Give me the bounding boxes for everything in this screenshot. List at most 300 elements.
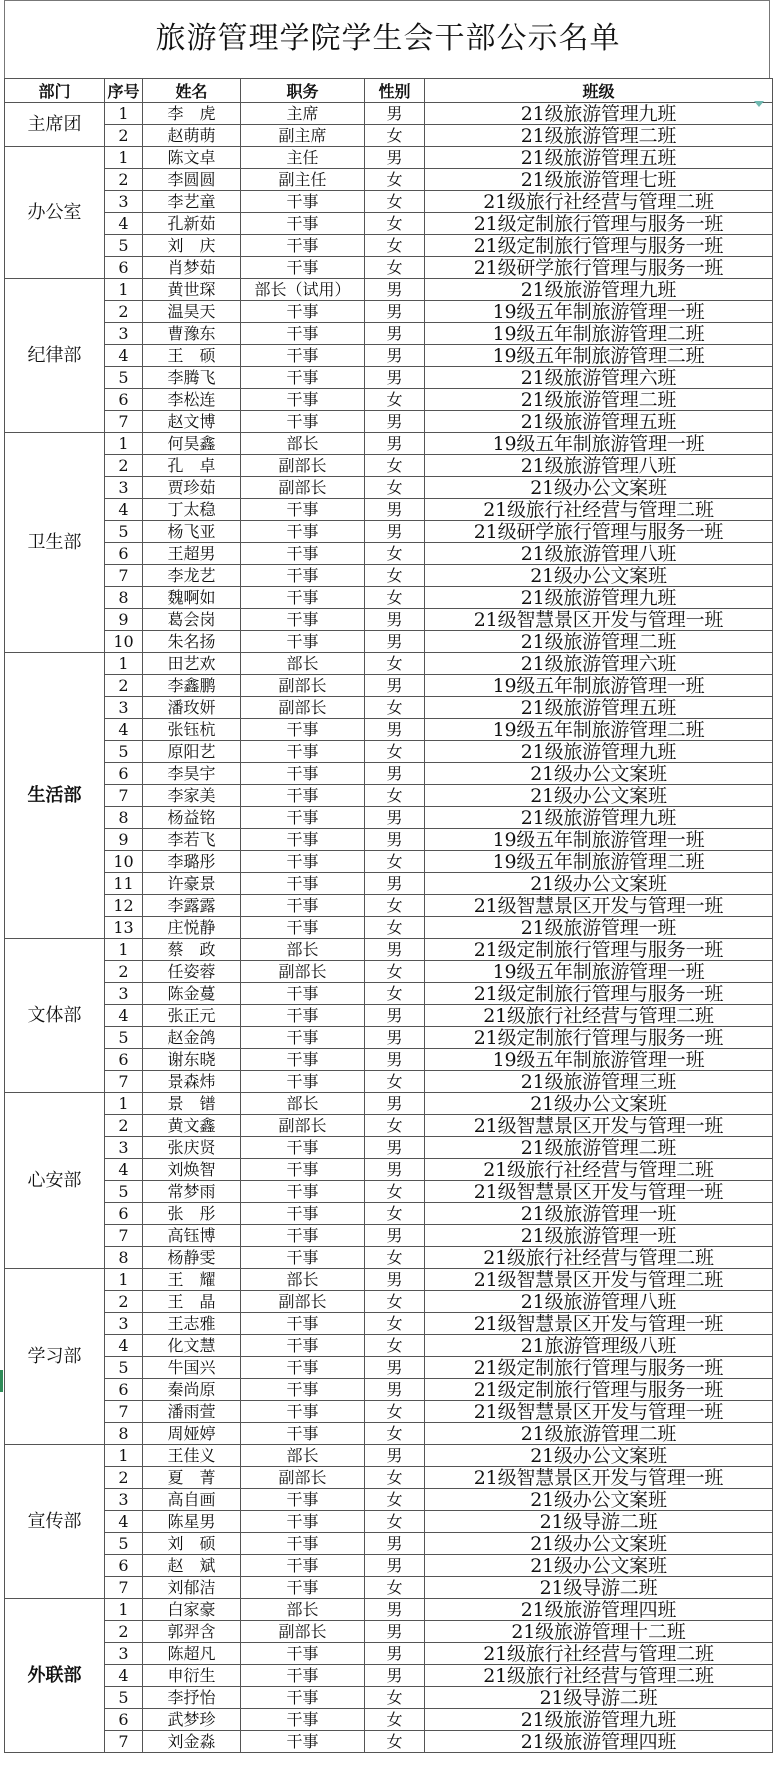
- class-cell[interactable]: 21级旅游管理八班: [425, 455, 773, 477]
- name-cell[interactable]: 郭羿含: [143, 1621, 241, 1643]
- class-cell[interactable]: 21级旅游管理二班: [425, 389, 773, 411]
- class-cell[interactable]: 21级旅游管理二班: [425, 125, 773, 147]
- dept-cell[interactable]: 生活部: [5, 653, 105, 939]
- seq-cell[interactable]: 7: [105, 1731, 143, 1753]
- gender-cell[interactable]: 男: [365, 103, 425, 125]
- seq-cell[interactable]: 4: [105, 1335, 143, 1357]
- seq-cell[interactable]: 7: [105, 1401, 143, 1423]
- class-cell[interactable]: 21级旅游管理二班: [425, 631, 773, 653]
- name-cell[interactable]: 李露露: [143, 895, 241, 917]
- class-cell[interactable]: 21级旅游管理五班: [425, 411, 773, 433]
- role-cell[interactable]: 干事: [241, 829, 365, 851]
- seq-cell[interactable]: 6: [105, 763, 143, 785]
- seq-cell[interactable]: 4: [105, 213, 143, 235]
- gender-cell[interactable]: 男: [365, 1049, 425, 1071]
- role-cell[interactable]: 副部长: [241, 1115, 365, 1137]
- name-cell[interactable]: 赵萌萌: [143, 125, 241, 147]
- name-cell[interactable]: 陈星男: [143, 1511, 241, 1533]
- name-cell[interactable]: 李鑫鹏: [143, 675, 241, 697]
- class-cell[interactable]: 21级智慧景区开发与管理一班: [425, 609, 773, 631]
- role-cell[interactable]: 干事: [241, 763, 365, 785]
- seq-cell[interactable]: 6: [105, 1203, 143, 1225]
- seq-cell[interactable]: 5: [105, 1181, 143, 1203]
- gender-cell[interactable]: 男: [365, 521, 425, 543]
- name-cell[interactable]: 景 镨: [143, 1093, 241, 1115]
- seq-cell[interactable]: 2: [105, 961, 143, 983]
- seq-cell[interactable]: 2: [105, 675, 143, 697]
- role-cell[interactable]: 部长: [241, 433, 365, 455]
- class-cell[interactable]: 21级智慧景区开发与管理一班: [425, 1313, 773, 1335]
- name-cell[interactable]: 杨飞亚: [143, 521, 241, 543]
- gender-cell[interactable]: 男: [365, 1093, 425, 1115]
- seq-cell[interactable]: 2: [105, 455, 143, 477]
- gender-cell[interactable]: 男: [365, 1357, 425, 1379]
- seq-cell[interactable]: 7: [105, 565, 143, 587]
- name-cell[interactable]: 李璐彤: [143, 851, 241, 873]
- gender-cell[interactable]: 女: [365, 1115, 425, 1137]
- seq-cell[interactable]: 13: [105, 917, 143, 939]
- seq-cell[interactable]: 5: [105, 521, 143, 543]
- gender-cell[interactable]: 女: [365, 1511, 425, 1533]
- role-cell[interactable]: 干事: [241, 1379, 365, 1401]
- role-cell[interactable]: 副部长: [241, 961, 365, 983]
- role-cell[interactable]: 部长: [241, 939, 365, 961]
- seq-cell[interactable]: 3: [105, 1137, 143, 1159]
- gender-cell[interactable]: 女: [365, 477, 425, 499]
- class-cell[interactable]: 21级办公文案班: [425, 477, 773, 499]
- name-cell[interactable]: 夏 菁: [143, 1467, 241, 1489]
- name-cell[interactable]: 李 虎: [143, 103, 241, 125]
- seq-cell[interactable]: 4: [105, 1511, 143, 1533]
- seq-cell[interactable]: 7: [105, 785, 143, 807]
- class-cell[interactable]: 21级旅游管理四班: [425, 1731, 773, 1753]
- class-cell[interactable]: 21级旅行社经营与管理二班: [425, 1665, 773, 1687]
- role-cell[interactable]: 干事: [241, 1511, 365, 1533]
- name-cell[interactable]: 蔡 政: [143, 939, 241, 961]
- role-cell[interactable]: 干事: [241, 1027, 365, 1049]
- class-cell[interactable]: 21级智慧景区开发与管理二班: [425, 1269, 773, 1291]
- class-cell[interactable]: 21级旅游管理九班: [425, 587, 773, 609]
- gender-cell[interactable]: 女: [365, 785, 425, 807]
- name-cell[interactable]: 李若飞: [143, 829, 241, 851]
- seq-cell[interactable]: 3: [105, 477, 143, 499]
- name-cell[interactable]: 李艺童: [143, 191, 241, 213]
- role-cell[interactable]: 干事: [241, 1357, 365, 1379]
- name-cell[interactable]: 王志雅: [143, 1313, 241, 1335]
- seq-cell[interactable]: 8: [105, 807, 143, 829]
- name-cell[interactable]: 周娅婷: [143, 1423, 241, 1445]
- role-cell[interactable]: 干事: [241, 345, 365, 367]
- gender-cell[interactable]: 男: [365, 829, 425, 851]
- gender-cell[interactable]: 女: [365, 1335, 425, 1357]
- name-cell[interactable]: 何昊鑫: [143, 433, 241, 455]
- seq-cell[interactable]: 2: [105, 1115, 143, 1137]
- seq-cell[interactable]: 4: [105, 1665, 143, 1687]
- seq-cell[interactable]: 6: [105, 257, 143, 279]
- role-cell[interactable]: 干事: [241, 191, 365, 213]
- class-cell[interactable]: 21级旅游管理四班: [425, 1599, 773, 1621]
- class-cell[interactable]: 19级五年制旅游管理一班: [425, 433, 773, 455]
- seq-cell[interactable]: 3: [105, 1489, 143, 1511]
- role-cell[interactable]: 副部长: [241, 697, 365, 719]
- dept-cell[interactable]: 文体部: [5, 939, 105, 1093]
- gender-cell[interactable]: 女: [365, 1203, 425, 1225]
- gender-cell[interactable]: 女: [365, 697, 425, 719]
- role-cell[interactable]: 干事: [241, 323, 365, 345]
- seq-cell[interactable]: 3: [105, 697, 143, 719]
- gender-cell[interactable]: 女: [365, 653, 425, 675]
- gender-cell[interactable]: 女: [365, 1071, 425, 1093]
- gender-cell[interactable]: 男: [365, 1665, 425, 1687]
- seq-cell[interactable]: 6: [105, 1049, 143, 1071]
- class-cell[interactable]: 21级办公文案班: [425, 565, 773, 587]
- seq-cell[interactable]: 7: [105, 1577, 143, 1599]
- gender-cell[interactable]: 女: [365, 983, 425, 1005]
- gender-cell[interactable]: 男: [365, 279, 425, 301]
- header-gender[interactable]: 性别: [365, 79, 425, 103]
- role-cell[interactable]: 主任: [241, 147, 365, 169]
- seq-cell[interactable]: 3: [105, 191, 143, 213]
- name-cell[interactable]: 原阳艺: [143, 741, 241, 763]
- class-cell[interactable]: 21级定制旅行管理与服务一班: [425, 235, 773, 257]
- role-cell[interactable]: 干事: [241, 807, 365, 829]
- role-cell[interactable]: 干事: [241, 543, 365, 565]
- dept-cell[interactable]: 宣传部: [5, 1445, 105, 1599]
- class-cell[interactable]: 21级智慧景区开发与管理一班: [425, 1401, 773, 1423]
- name-cell[interactable]: 温昊天: [143, 301, 241, 323]
- name-cell[interactable]: 常梦雨: [143, 1181, 241, 1203]
- class-cell[interactable]: 19级五年制旅游管理二班: [425, 345, 773, 367]
- role-cell[interactable]: 干事: [241, 1049, 365, 1071]
- class-cell[interactable]: 21级旅游管理六班: [425, 367, 773, 389]
- seq-cell[interactable]: 2: [105, 1291, 143, 1313]
- dept-cell[interactable]: 学习部: [5, 1269, 105, 1445]
- seq-cell[interactable]: 11: [105, 873, 143, 895]
- name-cell[interactable]: 赵文博: [143, 411, 241, 433]
- gender-cell[interactable]: 男: [365, 675, 425, 697]
- gender-cell[interactable]: 女: [365, 961, 425, 983]
- header-class[interactable]: 班级: [425, 79, 773, 103]
- name-cell[interactable]: 杨静雯: [143, 1247, 241, 1269]
- role-cell[interactable]: 干事: [241, 851, 365, 873]
- role-cell[interactable]: 干事: [241, 1203, 365, 1225]
- name-cell[interactable]: 陈文卓: [143, 147, 241, 169]
- class-cell[interactable]: 21级旅行社经营与管理二班: [425, 191, 773, 213]
- class-cell[interactable]: 21级旅游管理六班: [425, 653, 773, 675]
- name-cell[interactable]: 李龙艺: [143, 565, 241, 587]
- role-cell[interactable]: 副主席: [241, 125, 365, 147]
- gender-cell[interactable]: 女: [365, 543, 425, 565]
- seq-cell[interactable]: 5: [105, 741, 143, 763]
- role-cell[interactable]: 副部长: [241, 1291, 365, 1313]
- dept-cell[interactable]: 主席团: [5, 103, 105, 147]
- name-cell[interactable]: 刘 庆: [143, 235, 241, 257]
- class-cell[interactable]: 21级旅游管理五班: [425, 697, 773, 719]
- gender-cell[interactable]: 女: [365, 1709, 425, 1731]
- name-cell[interactable]: 朱名扬: [143, 631, 241, 653]
- name-cell[interactable]: 李腾飞: [143, 367, 241, 389]
- gender-cell[interactable]: 男: [365, 609, 425, 631]
- role-cell[interactable]: 干事: [241, 785, 365, 807]
- class-cell[interactable]: 21级办公文案班: [425, 1445, 773, 1467]
- class-cell[interactable]: 21级定制旅行管理与服务一班: [425, 213, 773, 235]
- class-cell[interactable]: 21级旅游管理一班: [425, 917, 773, 939]
- name-cell[interactable]: 李昊宇: [143, 763, 241, 785]
- seq-cell[interactable]: 4: [105, 1159, 143, 1181]
- gender-cell[interactable]: 女: [365, 191, 425, 213]
- gender-cell[interactable]: 男: [365, 1555, 425, 1577]
- class-cell[interactable]: 19级五年制旅游管理二班: [425, 323, 773, 345]
- class-cell[interactable]: 21级旅游管理九班: [425, 103, 773, 125]
- class-cell[interactable]: 21级旅行社经营与管理二班: [425, 1005, 773, 1027]
- name-cell[interactable]: 张正元: [143, 1005, 241, 1027]
- name-cell[interactable]: 张钰杭: [143, 719, 241, 741]
- gender-cell[interactable]: 女: [365, 1423, 425, 1445]
- gender-cell[interactable]: 男: [365, 1621, 425, 1643]
- class-cell[interactable]: 21级定制旅行管理与服务一班: [425, 1357, 773, 1379]
- class-cell[interactable]: 21级定制旅行管理与服务一班: [425, 1027, 773, 1049]
- class-cell[interactable]: 21级旅行社经营与管理二班: [425, 1643, 773, 1665]
- class-cell[interactable]: 21旅游管理级八班: [425, 1335, 773, 1357]
- seq-cell[interactable]: 2: [105, 169, 143, 191]
- role-cell[interactable]: 干事: [241, 411, 365, 433]
- gender-cell[interactable]: 女: [365, 917, 425, 939]
- class-cell[interactable]: 19级五年制旅游管理二班: [425, 719, 773, 741]
- seq-cell[interactable]: 1: [105, 939, 143, 961]
- name-cell[interactable]: 贾珍茹: [143, 477, 241, 499]
- class-cell[interactable]: 21级旅游管理三班: [425, 1071, 773, 1093]
- name-cell[interactable]: 许豪景: [143, 873, 241, 895]
- name-cell[interactable]: 王佳义: [143, 1445, 241, 1467]
- name-cell[interactable]: 刘郁洁: [143, 1577, 241, 1599]
- name-cell[interactable]: 魏啊如: [143, 587, 241, 609]
- name-cell[interactable]: 李家美: [143, 785, 241, 807]
- header-name[interactable]: 姓名: [143, 79, 241, 103]
- gender-cell[interactable]: 女: [365, 235, 425, 257]
- seq-cell[interactable]: 10: [105, 851, 143, 873]
- role-cell[interactable]: 干事: [241, 1643, 365, 1665]
- gender-cell[interactable]: 男: [365, 301, 425, 323]
- seq-cell[interactable]: 5: [105, 1533, 143, 1555]
- seq-cell[interactable]: 1: [105, 147, 143, 169]
- name-cell[interactable]: 牛国兴: [143, 1357, 241, 1379]
- header-dept[interactable]: 部门: [5, 79, 105, 103]
- role-cell[interactable]: 干事: [241, 873, 365, 895]
- role-cell[interactable]: 干事: [241, 1577, 365, 1599]
- role-cell[interactable]: 副部长: [241, 477, 365, 499]
- role-cell[interactable]: 干事: [241, 1709, 365, 1731]
- class-cell[interactable]: 19级五年制旅游管理二班: [425, 851, 773, 873]
- class-cell[interactable]: 21级旅行社经营与管理二班: [425, 1247, 773, 1269]
- class-cell[interactable]: 21级旅游管理八班: [425, 1291, 773, 1313]
- seq-cell[interactable]: 6: [105, 389, 143, 411]
- gender-cell[interactable]: 男: [365, 1533, 425, 1555]
- role-cell[interactable]: 副主任: [241, 169, 365, 191]
- role-cell[interactable]: 干事: [241, 389, 365, 411]
- role-cell[interactable]: 干事: [241, 1489, 365, 1511]
- seq-cell[interactable]: 7: [105, 1225, 143, 1247]
- seq-cell[interactable]: 5: [105, 1687, 143, 1709]
- gender-cell[interactable]: 女: [365, 125, 425, 147]
- role-cell[interactable]: 部长: [241, 653, 365, 675]
- name-cell[interactable]: 李抒怡: [143, 1687, 241, 1709]
- name-cell[interactable]: 王超男: [143, 543, 241, 565]
- gender-cell[interactable]: 男: [365, 1027, 425, 1049]
- role-cell[interactable]: 干事: [241, 301, 365, 323]
- role-cell[interactable]: 副部长: [241, 675, 365, 697]
- seq-cell[interactable]: 8: [105, 587, 143, 609]
- gender-cell[interactable]: 男: [365, 367, 425, 389]
- seq-cell[interactable]: 1: [105, 103, 143, 125]
- name-cell[interactable]: 陈超凡: [143, 1643, 241, 1665]
- role-cell[interactable]: 干事: [241, 895, 365, 917]
- seq-cell[interactable]: 1: [105, 1445, 143, 1467]
- filter-dropdown-icon[interactable]: [754, 101, 764, 107]
- role-cell[interactable]: 部长（试用）: [241, 279, 365, 301]
- class-cell[interactable]: 21级旅游管理一班: [425, 1203, 773, 1225]
- gender-cell[interactable]: 女: [365, 1489, 425, 1511]
- class-cell[interactable]: 21级旅游管理五班: [425, 147, 773, 169]
- name-cell[interactable]: 王 晶: [143, 1291, 241, 1313]
- class-cell[interactable]: 19级五年制旅游管理一班: [425, 829, 773, 851]
- name-cell[interactable]: 张 彤: [143, 1203, 241, 1225]
- seq-cell[interactable]: 10: [105, 631, 143, 653]
- class-cell[interactable]: 21级导游二班: [425, 1511, 773, 1533]
- class-cell[interactable]: 21级旅游管理二班: [425, 1423, 773, 1445]
- class-cell[interactable]: 21级旅游管理九班: [425, 279, 773, 301]
- gender-cell[interactable]: 男: [365, 1599, 425, 1621]
- name-cell[interactable]: 王 硕: [143, 345, 241, 367]
- name-cell[interactable]: 赵金鸽: [143, 1027, 241, 1049]
- class-cell[interactable]: 21级定制旅行管理与服务一班: [425, 1379, 773, 1401]
- name-cell[interactable]: 秦尚原: [143, 1379, 241, 1401]
- gender-cell[interactable]: 女: [365, 1577, 425, 1599]
- gender-cell[interactable]: 女: [365, 455, 425, 477]
- name-cell[interactable]: 刘 硕: [143, 1533, 241, 1555]
- role-cell[interactable]: 干事: [241, 1137, 365, 1159]
- gender-cell[interactable]: 女: [365, 1467, 425, 1489]
- gender-cell[interactable]: 女: [365, 1313, 425, 1335]
- role-cell[interactable]: 干事: [241, 1731, 365, 1753]
- class-cell[interactable]: 21级旅行社经营与管理二班: [425, 1159, 773, 1181]
- role-cell[interactable]: 副部长: [241, 1467, 365, 1489]
- name-cell[interactable]: 潘雨萱: [143, 1401, 241, 1423]
- seq-cell[interactable]: 4: [105, 499, 143, 521]
- header-seq[interactable]: 序号: [105, 79, 143, 103]
- role-cell[interactable]: 干事: [241, 1071, 365, 1093]
- name-cell[interactable]: 任姿蓉: [143, 961, 241, 983]
- seq-cell[interactable]: 9: [105, 829, 143, 851]
- role-cell[interactable]: 干事: [241, 1225, 365, 1247]
- gender-cell[interactable]: 男: [365, 763, 425, 785]
- gender-cell[interactable]: 女: [365, 1181, 425, 1203]
- dept-cell[interactable]: 办公室: [5, 147, 105, 279]
- name-cell[interactable]: 陈金蔓: [143, 983, 241, 1005]
- class-cell[interactable]: 21级旅游管理十二班: [425, 1621, 773, 1643]
- gender-cell[interactable]: 男: [365, 939, 425, 961]
- gender-cell[interactable]: 男: [365, 1159, 425, 1181]
- role-cell[interactable]: 干事: [241, 917, 365, 939]
- gender-cell[interactable]: 男: [365, 631, 425, 653]
- name-cell[interactable]: 王 耀: [143, 1269, 241, 1291]
- gender-cell[interactable]: 女: [365, 213, 425, 235]
- gender-cell[interactable]: 女: [365, 565, 425, 587]
- gender-cell[interactable]: 男: [365, 1643, 425, 1665]
- gender-cell[interactable]: 女: [365, 587, 425, 609]
- dept-cell[interactable]: 心安部: [5, 1093, 105, 1269]
- seq-cell[interactable]: 1: [105, 433, 143, 455]
- class-cell[interactable]: 21级旅游管理二班: [425, 1137, 773, 1159]
- gender-cell[interactable]: 女: [365, 741, 425, 763]
- role-cell[interactable]: 干事: [241, 1401, 365, 1423]
- role-cell[interactable]: 干事: [241, 741, 365, 763]
- role-cell[interactable]: 干事: [241, 1555, 365, 1577]
- gender-cell[interactable]: 男: [365, 807, 425, 829]
- gender-cell[interactable]: 男: [365, 719, 425, 741]
- role-cell[interactable]: 干事: [241, 1687, 365, 1709]
- class-cell[interactable]: 21级旅游管理九班: [425, 741, 773, 763]
- role-cell[interactable]: 干事: [241, 257, 365, 279]
- seq-cell[interactable]: 1: [105, 1269, 143, 1291]
- name-cell[interactable]: 田艺欢: [143, 653, 241, 675]
- gender-cell[interactable]: 女: [365, 389, 425, 411]
- name-cell[interactable]: 孔 卓: [143, 455, 241, 477]
- seq-cell[interactable]: 4: [105, 1005, 143, 1027]
- seq-cell[interactable]: 6: [105, 1379, 143, 1401]
- name-cell[interactable]: 白家豪: [143, 1599, 241, 1621]
- seq-cell[interactable]: 8: [105, 1247, 143, 1269]
- seq-cell[interactable]: 3: [105, 1643, 143, 1665]
- seq-cell[interactable]: 5: [105, 367, 143, 389]
- name-cell[interactable]: 曹豫东: [143, 323, 241, 345]
- name-cell[interactable]: 黄世琛: [143, 279, 241, 301]
- name-cell[interactable]: 景森炜: [143, 1071, 241, 1093]
- seq-cell[interactable]: 2: [105, 1467, 143, 1489]
- role-cell[interactable]: 部长: [241, 1445, 365, 1467]
- class-cell[interactable]: 21级办公文案班: [425, 1555, 773, 1577]
- seq-cell[interactable]: 9: [105, 609, 143, 631]
- class-cell[interactable]: 21级定制旅行管理与服务一班: [425, 939, 773, 961]
- name-cell[interactable]: 高钰博: [143, 1225, 241, 1247]
- role-cell[interactable]: 干事: [241, 521, 365, 543]
- class-cell[interactable]: 21级办公文案班: [425, 1533, 773, 1555]
- role-cell[interactable]: 干事: [241, 1313, 365, 1335]
- name-cell[interactable]: 黄文鑫: [143, 1115, 241, 1137]
- seq-cell[interactable]: 4: [105, 719, 143, 741]
- gender-cell[interactable]: 男: [365, 499, 425, 521]
- class-cell[interactable]: 21级办公文案班: [425, 763, 773, 785]
- gender-cell[interactable]: 女: [365, 257, 425, 279]
- name-cell[interactable]: 申衍生: [143, 1665, 241, 1687]
- class-cell[interactable]: 21级办公文案班: [425, 873, 773, 895]
- seq-cell[interactable]: 2: [105, 301, 143, 323]
- role-cell[interactable]: 干事: [241, 983, 365, 1005]
- class-cell[interactable]: 19级五年制旅游管理一班: [425, 301, 773, 323]
- role-cell[interactable]: 干事: [241, 1423, 365, 1445]
- role-cell[interactable]: 干事: [241, 1533, 365, 1555]
- gender-cell[interactable]: 女: [365, 1247, 425, 1269]
- seq-cell[interactable]: 3: [105, 983, 143, 1005]
- seq-cell[interactable]: 8: [105, 1423, 143, 1445]
- class-cell[interactable]: 21级办公文案班: [425, 1093, 773, 1115]
- name-cell[interactable]: 肖梦茹: [143, 257, 241, 279]
- class-cell[interactable]: 21级办公文案班: [425, 1489, 773, 1511]
- class-cell[interactable]: 21级研学旅行管理与服务一班: [425, 521, 773, 543]
- gender-cell[interactable]: 女: [365, 169, 425, 191]
- name-cell[interactable]: 化文慧: [143, 1335, 241, 1357]
- dept-cell[interactable]: 纪律部: [5, 279, 105, 433]
- name-cell[interactable]: 孔新茹: [143, 213, 241, 235]
